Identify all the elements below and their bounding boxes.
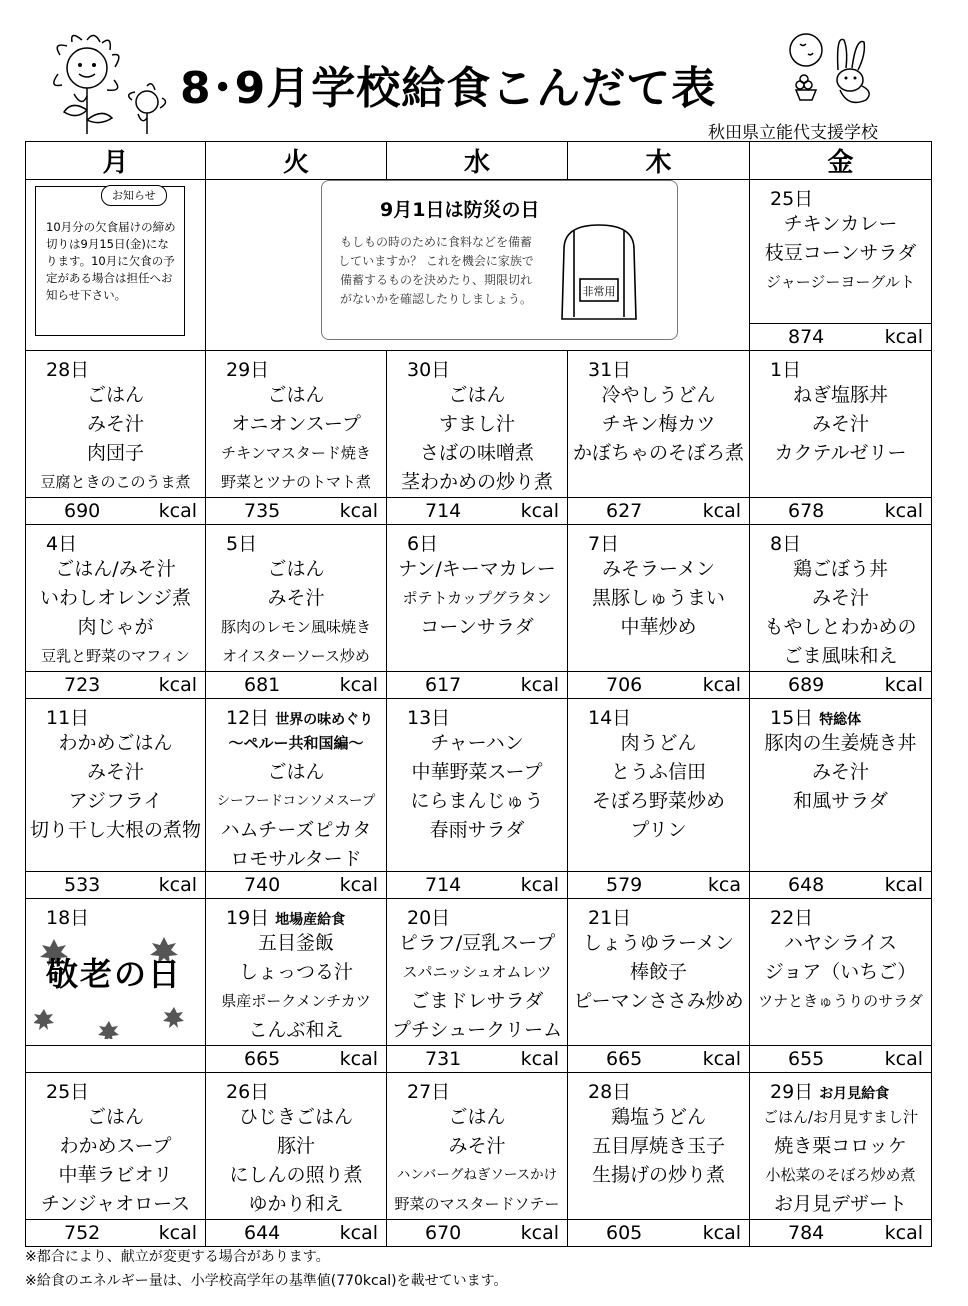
- kcal-unit: kcal: [702, 1048, 741, 1070]
- kcal-value: [26, 874, 205, 896]
- kcal-unit: kcal: [520, 500, 559, 522]
- dish-item: ごはん/お月見すまし汁: [762, 1108, 919, 1126]
- date-label: [750, 899, 931, 929]
- dish-item: チキンカレー: [783, 213, 898, 235]
- dish-item: ごはん: [267, 558, 325, 580]
- footnote-energy: ※給食のエネルギー量は、小学校高学年の基準値(770kcal)を載せています。: [25, 1273, 508, 1289]
- kcal-value: [750, 674, 931, 696]
- week-row: [26, 1073, 932, 1220]
- bousai-box: [206, 180, 749, 350]
- date-text: 29日: [770, 1081, 814, 1103]
- dish-item: 肉うどん: [620, 732, 697, 754]
- kcal-value: [26, 500, 205, 522]
- dish-item: ナン/キーマカレー: [398, 558, 556, 580]
- dish-item: ねぎ塩豚丼: [792, 384, 888, 406]
- kcal-number: 690: [64, 500, 101, 522]
- dish-item: ～ペルー共和国編～: [228, 734, 364, 752]
- dish-item: 生揚げの炒り煮: [591, 1164, 725, 1186]
- day-cell: [26, 525, 205, 671]
- dish-item: お月見デザート: [773, 1193, 907, 1215]
- dish-item: にらまんじゅう: [410, 790, 544, 812]
- date-text: 25日: [770, 188, 814, 210]
- kcal-number: 681: [244, 674, 281, 696]
- date-text: 14日: [588, 707, 632, 729]
- day-cell: [26, 351, 205, 497]
- kcal-number: 605: [606, 1222, 643, 1244]
- kcal-number: 689: [788, 674, 825, 696]
- kcal-unit: kcal: [884, 1222, 923, 1244]
- dish-item: ごはん: [86, 1106, 144, 1128]
- date-text: 15日: [770, 707, 814, 729]
- dish-item: オニオンスープ: [231, 413, 361, 435]
- kcal-number: 735: [244, 500, 281, 522]
- kcal-row: [26, 1220, 932, 1247]
- kcal-value: [26, 674, 205, 696]
- kcal-unit: kcal: [339, 1222, 378, 1244]
- kcal-number: 706: [606, 674, 643, 696]
- kcal-unit: kcal: [158, 1222, 197, 1244]
- kcal-value: [387, 500, 567, 522]
- kcal-value: [568, 1222, 749, 1244]
- dish-item: 和風サラダ: [793, 790, 888, 812]
- kcal-unit: kcal: [339, 1048, 378, 1070]
- kcal-value: [750, 1222, 931, 1244]
- date-text: 26日: [226, 1081, 270, 1103]
- kcal-value: [387, 674, 567, 696]
- kcal-value: [568, 674, 749, 696]
- dish-item: ごま風味和え: [783, 645, 898, 667]
- date-text: 11日: [46, 707, 90, 729]
- dish-item: ジャージーヨーグルト: [766, 273, 915, 291]
- dish-item: ごはん: [86, 384, 144, 406]
- dish-item: 肉団子: [86, 442, 144, 464]
- dish-item: ひじきごはん: [238, 1106, 353, 1128]
- kcal-unit: kcal: [158, 500, 197, 522]
- dish-item: 中華ラビオリ: [58, 1164, 173, 1186]
- dish-item: 豚肉のレモン風味焼き: [220, 618, 371, 636]
- event-label: お月見給食: [819, 1086, 890, 1102]
- kcal-row: [26, 872, 932, 899]
- day-cell: [26, 1073, 205, 1219]
- dish-item: 焼き栗コロッケ: [774, 1135, 907, 1157]
- kcal-unit: kcal: [702, 674, 741, 696]
- kcal-unit: kcal: [884, 500, 923, 522]
- weekday-thu: 木: [568, 142, 750, 180]
- kcal-empty: [26, 1046, 206, 1073]
- dish-item: ハヤシライス: [783, 932, 898, 954]
- date-label: [26, 351, 205, 381]
- date-label: [206, 525, 386, 555]
- day-cell: [206, 899, 386, 1045]
- date-label: [568, 899, 749, 929]
- kcal-number: 678: [788, 500, 825, 522]
- date-label: [206, 1073, 386, 1103]
- date-text: 8日: [770, 533, 802, 555]
- dish-item: ポテトカップグラタン: [402, 589, 552, 607]
- dish-item: シーフードコンソメスープ: [216, 793, 376, 809]
- kcal-unit: kca: [707, 874, 741, 896]
- date-label: [750, 351, 931, 381]
- kcal-value: [206, 500, 386, 522]
- dish-item: ロモサルタード: [230, 848, 362, 870]
- date-label: [568, 351, 749, 381]
- dish-item: チキン梅カツ: [601, 413, 716, 435]
- kcal-unit: kcal: [884, 326, 923, 348]
- kcal-number: 665: [244, 1048, 281, 1070]
- kcal-value: [750, 1048, 931, 1070]
- kcal-unit: kcal: [702, 500, 741, 522]
- kcal-value: [206, 674, 386, 696]
- kcal-unit: kcal: [339, 674, 378, 696]
- kcal-number: 714: [425, 500, 462, 522]
- day-cell: [206, 699, 386, 871]
- kcal-number: 627: [606, 500, 643, 522]
- dish-item: スパニッシュオムレツ: [402, 963, 552, 981]
- dish-item: チンジャオロース: [40, 1193, 191, 1215]
- date-label: [387, 351, 567, 381]
- menu-table: [25, 141, 932, 1247]
- kcal-row: [26, 498, 932, 525]
- bousai-title: 9月1日は防災の日: [380, 199, 540, 221]
- kcal-unit: kcal: [158, 874, 197, 896]
- dish-item: いわしオレンジ煮: [39, 587, 192, 609]
- kcal-unit: kcal: [520, 874, 559, 896]
- kcal-value: [206, 874, 386, 896]
- dish-item: ゆかり和え: [248, 1193, 344, 1215]
- dish-item: ごはん/みそ汁: [55, 558, 176, 580]
- dish-item: とうふ信田: [610, 761, 706, 783]
- day-cell: [750, 525, 931, 671]
- sunflower-illustration: [42, 30, 172, 135]
- dish-item: ピーマンささみ炒め: [573, 990, 744, 1012]
- kcal-value: [750, 326, 931, 348]
- dish-item: 五目釜飯: [257, 932, 334, 954]
- date-label: [387, 525, 567, 555]
- day-cell: [568, 525, 749, 671]
- date-text: 12日: [226, 707, 270, 729]
- kcal-unit: kcal: [520, 1048, 559, 1070]
- event-label: 世界の味めぐり: [275, 712, 374, 728]
- date-text: 29日: [226, 359, 270, 381]
- holiday-label: 敬老の日: [46, 955, 183, 993]
- day-cell: [26, 699, 205, 871]
- dish-item: こんぶ和え: [248, 1019, 344, 1041]
- day-cell: [387, 899, 567, 1045]
- dish-item: 鶏ごぼう丼: [792, 558, 888, 580]
- dish-item: 春雨サラダ: [429, 819, 525, 841]
- week-row: [26, 525, 932, 672]
- weekday-fri: 金: [750, 142, 932, 180]
- kcal-number: 648: [788, 874, 825, 896]
- day-cell: [206, 351, 386, 497]
- date-text: 30日: [407, 359, 451, 381]
- kcal-number: 740: [244, 874, 281, 896]
- kcal-number: 752: [64, 1222, 101, 1244]
- week-row: [26, 351, 932, 498]
- dish-item: みそ汁: [448, 1135, 506, 1157]
- date-text: 28日: [46, 359, 90, 381]
- date-label: [568, 525, 749, 555]
- kcal-unit: kcal: [158, 674, 197, 696]
- kcal-number: 665: [606, 1048, 643, 1070]
- dish-item: かぼちゃのそぼろ煮: [572, 442, 744, 464]
- weekday-mon: 月: [26, 142, 206, 180]
- dish-item: アジフライ: [68, 790, 163, 812]
- dish-item: コーンサラダ: [420, 616, 534, 638]
- weekday-tue: 火: [206, 142, 387, 180]
- dish-item: みそ汁: [267, 587, 325, 609]
- date-text: 31日: [588, 359, 632, 381]
- date-text: 6日: [407, 533, 439, 555]
- dish-item: ハムチーズピカタ: [220, 819, 372, 841]
- day-cell: [750, 180, 931, 323]
- date-label: [568, 1073, 749, 1103]
- day-cell: [387, 1073, 567, 1219]
- day-cell: [568, 1073, 749, 1219]
- dish-item: プチシュークリーム: [391, 1019, 563, 1041]
- kcal-value: [568, 874, 749, 896]
- dish-item: ごはん: [267, 384, 325, 406]
- dish-item: わかめごはん: [58, 732, 173, 754]
- holiday-cell: [26, 899, 205, 1045]
- dish-item: もやしとわかめの: [764, 616, 917, 638]
- date-text: 1日: [770, 359, 802, 381]
- day-cell: [750, 899, 931, 1045]
- event-label: 特総体: [819, 712, 862, 728]
- weekday-wed: 水: [387, 142, 568, 180]
- dish-item: プリン: [630, 819, 687, 841]
- page-title: 8･9月学校給食こんだて表: [180, 63, 717, 114]
- kcal-value: [387, 874, 567, 896]
- dish-item: ごはん: [267, 761, 325, 783]
- date-text: 21日: [588, 907, 632, 929]
- date-text: 13日: [407, 707, 451, 729]
- week-row: [26, 180, 932, 324]
- kcal-unit: kcal: [339, 874, 378, 896]
- dish-item: ツナときゅうりのサラダ: [758, 992, 923, 1010]
- day-cell: [387, 699, 567, 871]
- date-label: [206, 899, 386, 929]
- dish-item: 県産ポークメンチカツ: [221, 992, 371, 1010]
- dish-item: 豚汁: [276, 1135, 315, 1157]
- dish-item: ごまドレサラダ: [410, 990, 544, 1012]
- week-row: [26, 699, 932, 872]
- kcal-unit: kcal: [884, 674, 923, 696]
- kcal-value: [387, 1048, 567, 1070]
- day-cell: [750, 1073, 931, 1219]
- kcal-number: 723: [64, 674, 101, 696]
- kcal-number: 874: [788, 326, 825, 348]
- dish-item: みそ汁: [811, 587, 869, 609]
- dish-item: 豚肉の生姜焼き丼: [764, 732, 917, 754]
- dish-item: 豆腐ときのこのうま煮: [40, 473, 191, 491]
- date-label: [26, 1073, 205, 1103]
- kcal-number: 655: [788, 1048, 825, 1070]
- dish-item: チャーハン: [430, 732, 524, 754]
- day-cell: [568, 351, 749, 497]
- moon-rabbit-illustration: [778, 30, 888, 110]
- school-name: 秋田県立能代支援学校: [708, 123, 878, 143]
- dish-item: しょうゆラーメン: [582, 932, 735, 954]
- day-cell: [387, 351, 567, 497]
- day-cell: [750, 699, 931, 871]
- kcal-value: [387, 1222, 567, 1244]
- dish-item: 切り干し大根の煮物: [29, 819, 201, 841]
- dish-item: 鶏塩うどん: [610, 1106, 706, 1128]
- date-label: [750, 699, 931, 729]
- dish-item: 豆乳と野菜のマフィン: [41, 647, 190, 665]
- dish-item: わかめスープ: [59, 1135, 172, 1157]
- dish-item: カクテルゼリー: [774, 442, 907, 464]
- date-text: 27日: [407, 1081, 451, 1103]
- date-label: [26, 699, 205, 729]
- dish-item: 茎わかめの炒り煮: [400, 471, 553, 493]
- weekday-header-row: [26, 142, 932, 180]
- kcal-value: [750, 500, 931, 522]
- dish-item: みそ汁: [86, 413, 144, 435]
- event-label: 地場産給食: [275, 912, 346, 928]
- kcal-row: [26, 672, 932, 699]
- dish-item: 黒豚しゅうまい: [591, 587, 725, 609]
- dish-item: みそ汁: [86, 761, 144, 783]
- date-label: [26, 525, 205, 555]
- day-cell: [750, 351, 931, 497]
- kcal-number: 644: [244, 1222, 281, 1244]
- day-cell: [206, 1073, 386, 1219]
- dish-item: しょっつる汁: [238, 961, 353, 983]
- dish-item: さばの味噌煮: [419, 442, 534, 464]
- date-text: 19日: [226, 907, 270, 929]
- kcal-unit: kcal: [520, 674, 559, 696]
- footnotes: [25, 1245, 508, 1293]
- dish-item: ジョア（いちご）: [764, 961, 917, 983]
- dish-item: ごはん: [448, 1106, 506, 1128]
- kcal-number: 714: [425, 874, 462, 896]
- date-label: [387, 1073, 567, 1103]
- bag-label: 非常用: [582, 285, 616, 298]
- dish-item: オイスターソース炒め: [222, 647, 370, 665]
- bousai-panel: [321, 180, 678, 340]
- week-row: [26, 899, 932, 1046]
- date-text: 28日: [588, 1081, 632, 1103]
- kcal-value: [206, 1222, 386, 1244]
- dish-item: 小松菜のそぼろ炒め煮: [765, 1166, 916, 1184]
- kcal-number: 670: [425, 1222, 462, 1244]
- kcal-value: [26, 1222, 205, 1244]
- dish-item: 五目厚焼き玉子: [591, 1135, 725, 1157]
- kcal-number: 533: [64, 874, 101, 896]
- kcal-unit: kcal: [339, 500, 378, 522]
- kcal-unit: kcal: [520, 1222, 559, 1244]
- day-cell: [387, 525, 567, 671]
- date-text: 5日: [226, 533, 258, 555]
- kcal-number: 617: [425, 674, 462, 696]
- dish-item: チキンマスタード焼き: [221, 444, 371, 462]
- kcal-value: [750, 874, 931, 896]
- dish-item: 枝豆コーンサラダ: [764, 242, 917, 264]
- dish-item: 棒餃子: [629, 961, 687, 983]
- backpack-icon: [544, 219, 654, 329]
- kcal-unit: kcal: [884, 874, 923, 896]
- date-label: 18日: [46, 907, 90, 929]
- dish-item: みそ汁: [811, 761, 869, 783]
- notice-tag: お知らせ: [101, 185, 167, 206]
- dish-item: 野菜とツナのトマト煮: [220, 473, 371, 491]
- dish-item: みそラーメン: [601, 558, 716, 580]
- kcal-number: 784: [788, 1222, 825, 1244]
- date-text: 7日: [588, 533, 620, 555]
- day-cell: [206, 525, 386, 671]
- date-text: 25日: [46, 1081, 90, 1103]
- notice-panel: [35, 186, 185, 336]
- date-label: [206, 699, 386, 729]
- dish-item: そぼろ野菜炒め: [591, 790, 725, 812]
- dish-item: ピラフ/豆乳スープ: [398, 932, 556, 954]
- footnote-change: ※都合により、献立が変更する場合があります。: [25, 1249, 330, 1265]
- date-text: 22日: [770, 907, 814, 929]
- kcal-value: [568, 500, 749, 522]
- kcal-value: [568, 1048, 749, 1070]
- kcal-number: 579: [606, 874, 643, 896]
- kcal-unit: kcal: [702, 1222, 741, 1244]
- dish-item: 野菜のマスタードソテー: [394, 1195, 560, 1213]
- dish-item: 中華野菜スープ: [411, 761, 543, 783]
- day-cell: [568, 699, 749, 871]
- kcal-row: [26, 1046, 932, 1073]
- kcal-number: 731: [425, 1048, 462, 1070]
- date-label: [750, 525, 931, 555]
- date-label: [750, 1073, 931, 1103]
- dish-item: 冷やしうどん: [601, 384, 716, 406]
- date-label: [387, 899, 567, 929]
- date-label: [206, 351, 386, 381]
- dish-item: みそ汁: [811, 413, 869, 435]
- date-label: [750, 180, 931, 210]
- kcal-value: [206, 1048, 386, 1070]
- day-cell: [568, 899, 749, 1045]
- dish-item: ごはん: [448, 384, 506, 406]
- date-text: 20日: [407, 907, 451, 929]
- kcal-unit: kcal: [884, 1048, 923, 1070]
- dish-item: 中華炒め: [620, 616, 697, 638]
- bousai-text: もしもの時のために食料などを備蓄していますか？ これを機会に家族で備蓄するものを決めたり、期限切れがないかを確認したりしましょう。: [338, 235, 534, 306]
- notice-box: [26, 180, 205, 350]
- notice-text: 10月分の欠食届けの締め切りは9月15日(金)になります。10月に欠食の予定がある場合は担任へお知らせ下さい。: [46, 220, 176, 302]
- date-label: [568, 699, 749, 729]
- dish-item: ハンバーグねぎソースかけ: [396, 1167, 558, 1183]
- dish-item: にしんの照り煮: [229, 1164, 363, 1186]
- dish-item: すまし汁: [438, 413, 515, 435]
- dish-item: 肉じゃが: [77, 616, 154, 638]
- date-label: [387, 699, 567, 729]
- date-text: 4日: [46, 533, 78, 555]
